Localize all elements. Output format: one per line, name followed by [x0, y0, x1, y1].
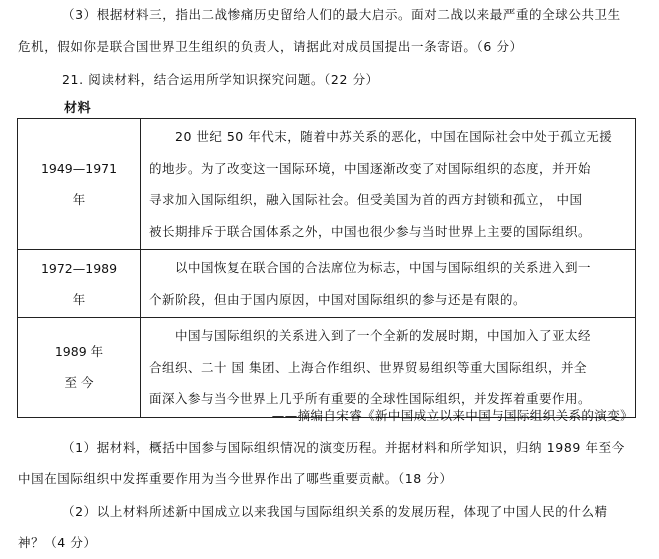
table-row — [18, 119, 636, 250]
table-row — [18, 250, 636, 318]
description-line: 20 世纪 50 年代末，随着中苏关系的恶化，中国在国际社会中处于孤立无援 — [175, 129, 613, 144]
period-cell — [18, 318, 141, 418]
q1-text-line1: （1）据材料，概括中国参与国际组织情况的演变历程。并据材料和所学知识，归纳 1989 年至今 — [62, 440, 625, 455]
period-label-line2: 至 今 — [64, 375, 94, 391]
material-heading: 材料 — [64, 101, 92, 116]
period-label-line1: 1989 年 — [54, 344, 104, 360]
q3-text-line1: （3）根据材料三，指出二战惨痛历史留给人们的最大启示。面对二战以来最严重的全球公共卫生 — [62, 7, 621, 22]
description-line: 以中国恢复在联合国的合法席位为标志，中国与国际组织的关系进入到一 — [175, 260, 592, 275]
period-label-line2: 年 — [72, 192, 86, 207]
q1-text-line2: 中国在国际组织中发挥重要作用为当今世界作出了哪些重要贡献。（18 分） — [18, 471, 453, 486]
description-cell — [141, 119, 636, 250]
period-cell — [18, 250, 141, 318]
material-table — [17, 118, 636, 418]
description-line: 寻求加入国际组织，融入国际社会。但受美国为首的西方封锁和孤立， 中国 — [149, 192, 583, 207]
q3-text-line2: 危机，假如你是联合国世界卫生组织的负责人，请据此对成员国提出一条寄语。（6 分） — [18, 39, 523, 54]
source-citation: ——摘编自宋睿《新中国成立以来中国与国际组织关系的演变》 — [271, 408, 633, 423]
description-line: 个新阶段，但由于国内原因，中国对国际组织的参与还是有限的。 — [149, 291, 527, 307]
description-line: 被长期排斥于联合国体系之外，中国也很少参与当时世界上主要的国际组织。 — [149, 223, 592, 239]
description-cell — [141, 318, 636, 418]
table-row — [18, 318, 636, 418]
q21-title: 21. 阅读材料，结合运用所学知识探究问题。（22 分） — [62, 72, 379, 87]
description-line: 合组织、二十 国 集团、上海合作组织、世界贸易组织等重大国际组织，并全 — [149, 359, 587, 375]
description-line: 面深入参与当今世界上几乎所有重要的全球性国际组织，并发挥着重要作用。 — [149, 391, 592, 406]
period-label-line2: 年 — [72, 291, 86, 307]
description-cell — [141, 250, 636, 318]
description-line: 中国与国际组织的关系进入到了一个全新的发展时期，中国加入了亚太经 — [175, 328, 592, 343]
period-label-line1: 1949—1971 — [40, 161, 118, 176]
q2-text-line1: （2）以上材料所述新中国成立以来我国与国际组织关系的发展历程，体现了中国人民的什么精 — [62, 504, 608, 519]
description-line: 的地步。为了改变这一国际环境，中国逐渐改变了对国际组织的态度，并开始 — [149, 160, 592, 176]
period-label-line1: 1972—1989 — [40, 260, 118, 276]
q2-text-line2: 神？（4 分） — [18, 535, 97, 550]
period-cell — [18, 119, 141, 250]
